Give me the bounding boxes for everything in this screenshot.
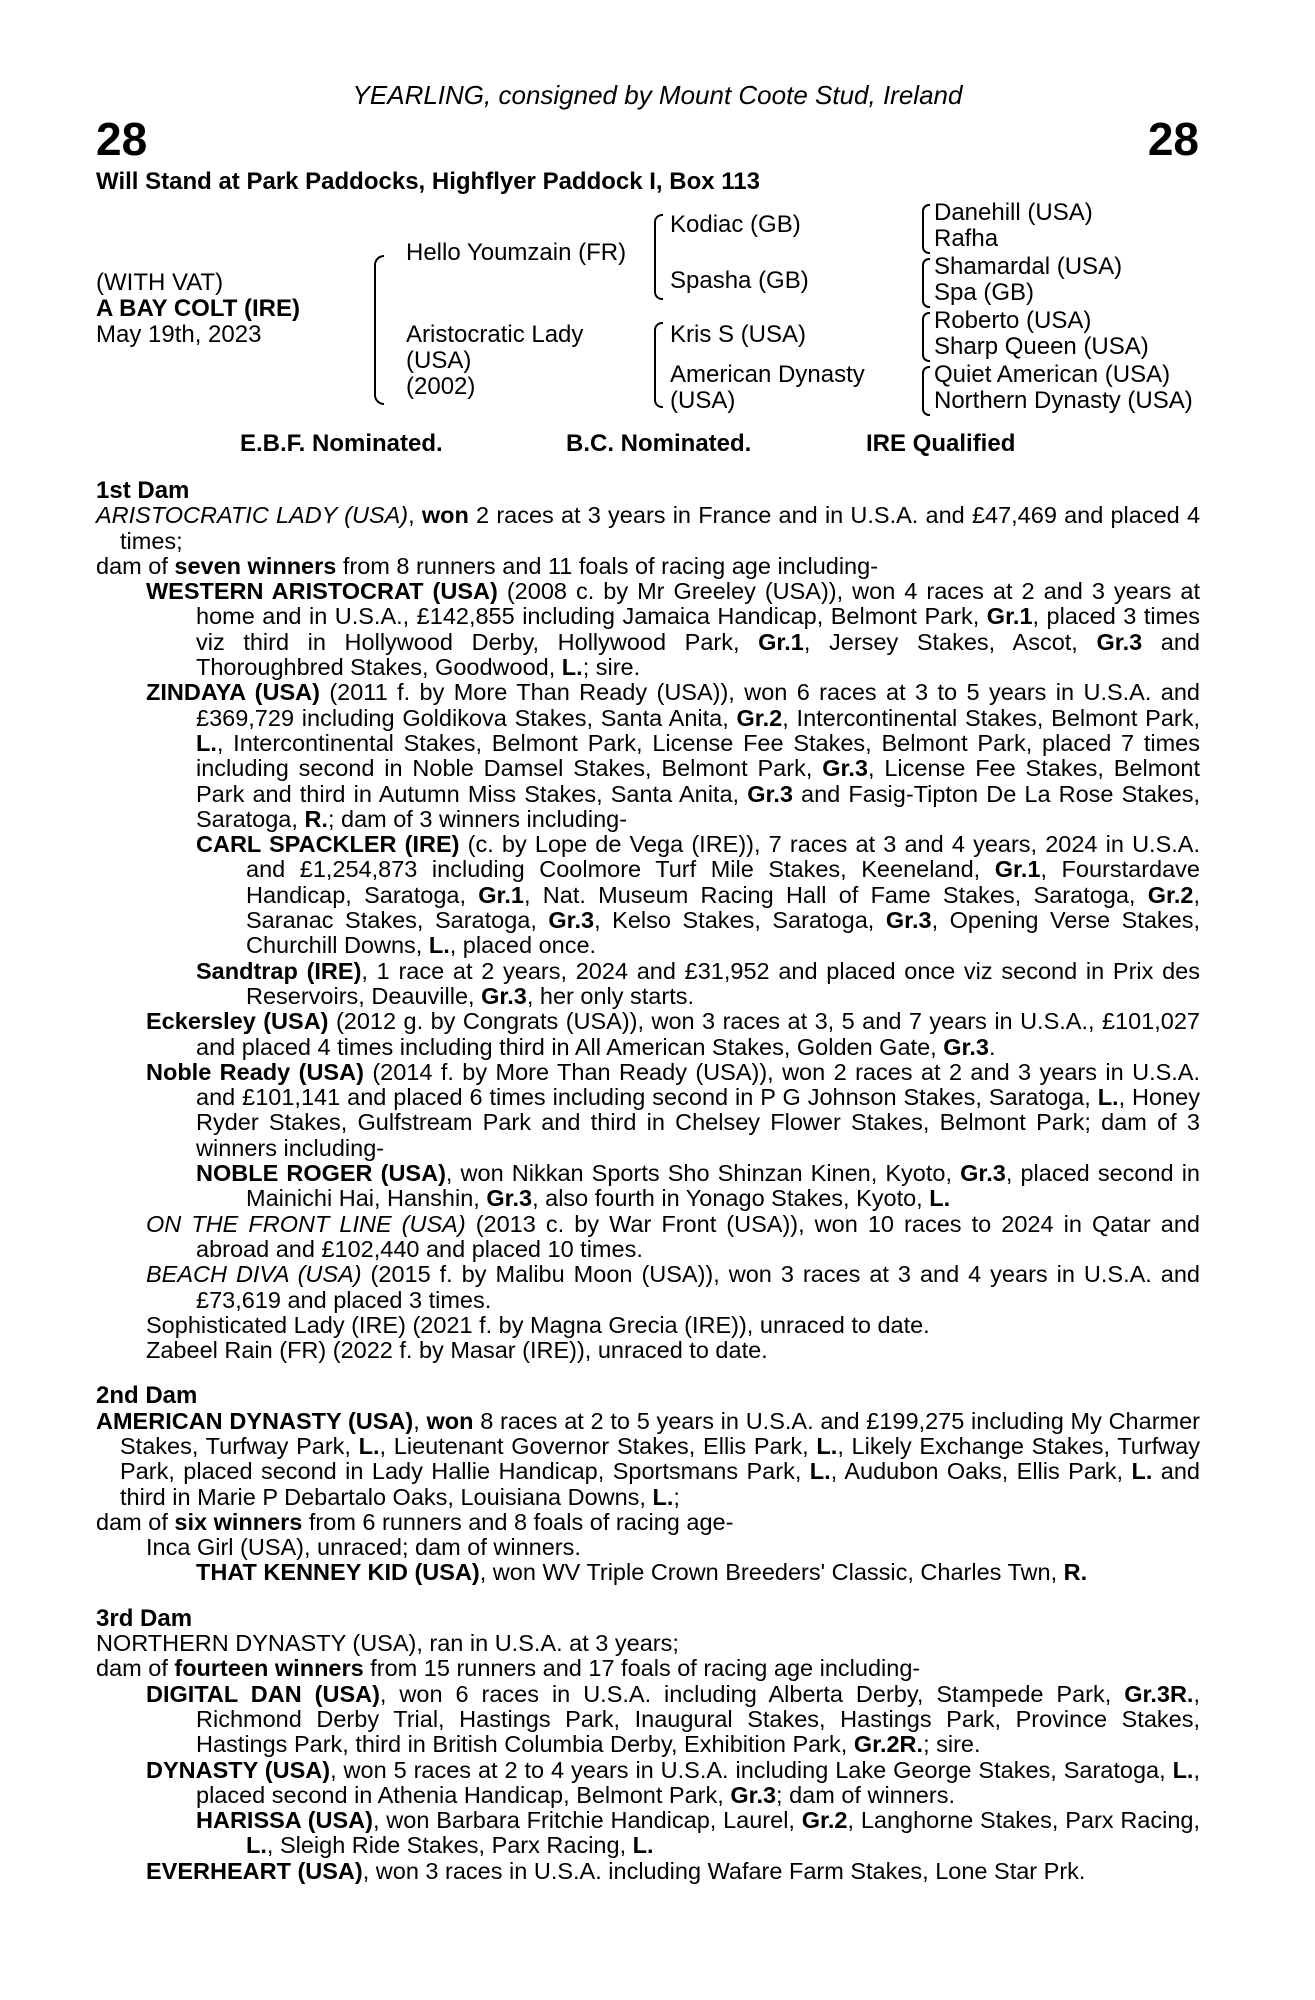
text-run: (2013 c. by War Front (USA)), won 10 races to 2024 in Qatar and abroad and £102,440 and placed 10 times. (196, 1210, 1200, 1262)
progeny-entry (96, 1859, 1200, 1884)
text-run: dam of (96, 1508, 175, 1535)
text-run: 2 races at 3 years in France and in U.S.A. and £47,469 and placed 4 times; (120, 502, 1201, 554)
gg-dam-4: Northern Dynasty (USA) (934, 387, 1193, 414)
brace-sd (922, 258, 930, 308)
text-run: (2015 f. by Malibu Moon (USA)), won 3 races at 3 and 4 years in U.S.A. and £73,619 and placed 3 times. (196, 1261, 1200, 1313)
text-run: from 6 runners and 8 foals of racing age- (302, 1508, 734, 1535)
progeny-entry (96, 1560, 1200, 1585)
progeny-entry (96, 1161, 1200, 1212)
lot-number-right: 28 (1147, 113, 1199, 165)
text-run: ; sire. (923, 1731, 981, 1758)
text-run: , won 3 races in U.S.A. including Wafare Farm Stakes, Lone Star Prk. (362, 1857, 1086, 1884)
text-run: Gr.2R. (853, 1731, 924, 1758)
dam-dam-line-2: (USA) (670, 387, 736, 414)
stand-location: Will Stand at Park Paddocks, Highflyer Paddock I, Box 113 (96, 168, 760, 195)
text-run: and Thoroughbred Stakes, Goodwood, (196, 628, 1200, 681)
progeny-entry (96, 1009, 1200, 1060)
progeny-list (96, 1682, 1200, 1884)
dam-line-3: (2002) (406, 373, 476, 400)
brace-dam (654, 322, 663, 408)
text-run: (c. by Lope de Vega (IRE)), 7 races at 3 and 4 years, 2024 in U.S.A. and £1,254,873 including Coolmore Turf Mile Stakes, Keeneland, (246, 831, 1200, 883)
gg-sire-2: Shamardal (USA) (934, 253, 1123, 280)
text-run: Gr.2 (801, 1807, 848, 1834)
section-heading: 3rd Dam (96, 1604, 193, 1632)
gg-sire-4: Quiet American (USA) (934, 361, 1171, 388)
text-run: AMERICAN DYNASTY (USA) (96, 1407, 414, 1434)
text-run: seven winners (174, 552, 337, 579)
text-run: ; dam of 3 winners including- (327, 805, 628, 832)
text-run: ; dam of winners. (776, 1781, 955, 1808)
text-run: WESTERN ARISTOCRAT (USA) (146, 578, 498, 605)
text-run: L. (652, 1483, 674, 1510)
text-run: Gr.3 (943, 1033, 989, 1060)
text-run: Gr.3 (747, 780, 793, 807)
text-run: Inca Girl (USA), unraced; dam of winners. (146, 1534, 581, 1561)
text-run: L. (632, 1832, 654, 1859)
vat-note: (WITH VAT) (96, 269, 224, 296)
text-run: Gr.2 (736, 704, 783, 731)
text-run: L. (246, 1832, 267, 1859)
text-run: R. (304, 805, 328, 832)
text-run: (2014 f. by More Than Ready (USA)), won 2 races at 2 and 3 years in U.S.A. and £101,141 and placed 6 times including second in P G Johnson Stakes, Saratoga, (196, 1058, 1201, 1111)
text-run: L. (358, 1432, 380, 1459)
text-run: Gr.1 (478, 881, 524, 908)
dam-line-2: (USA) (406, 347, 472, 374)
text-run: , Intercontinental Stakes, Belmont Park, License Fee Stakes, Belmont Park, placed 7 times including second in Noble Damsel Stakes, Belmont Park, (196, 729, 1200, 782)
text-run: , placed 3 times viz third in Hollywood Derby, Hollywood Park, (196, 603, 1200, 655)
text-run: , Opening Verse Stakes, Churchill Downs, (246, 907, 1200, 959)
text-run: , Saranac Stakes, Saratoga, (246, 881, 1200, 934)
text-run: (2008 c. by Mr Greeley (USA)), won 4 races at 2 and 3 years at home and in U.S.A., £142,855 including Jamaica Handicap, Belmont Park, (196, 578, 1200, 630)
text-run: EVERHEART (USA) (146, 1857, 363, 1884)
progeny-entry (96, 1313, 1200, 1338)
text-run: Sandtrap (IRE) (196, 957, 362, 984)
bc-nomination: B.C. Nominated. (566, 430, 752, 457)
text-run: L. (816, 1432, 838, 1459)
text-run: won (421, 502, 469, 529)
text-run: THAT KENNEY KID (USA) (196, 1559, 480, 1586)
text-run: DYNASTY (USA) (146, 1756, 331, 1783)
text-run: NORTHERN DYNASTY (USA), ran in U.S.A. at 3 years; (96, 1630, 679, 1657)
consignor-line: YEARLING, consigned by Mount Coote Stud, Ireland (352, 80, 963, 110)
text-run: NOBLE ROGER (USA) (196, 1160, 446, 1187)
text-run: CARL SPACKLER (IRE) (196, 831, 460, 858)
lot-number-left: 28 (96, 113, 148, 165)
text-run: , Lieutenant Governor Stakes, Ellis Park, (379, 1432, 817, 1459)
text-run: , (413, 1407, 427, 1434)
brace-horse (374, 255, 384, 405)
text-run: L. (929, 1185, 951, 1212)
text-run: , won 5 races at 2 to 4 years in U.S.A. including Lake George Stakes, Saratoga, (330, 1756, 1173, 1783)
text-run: , Honey Ryder Stakes, Gulfstream Park and third in Chelsey Flower Stakes, Belmont Park; dam of 3 winners including- (196, 1084, 1200, 1161)
progeny-entry (96, 1338, 1200, 1363)
horse-name: A BAY COLT (IRE) (96, 295, 301, 322)
text-run: from 8 runners and 11 foals of racing age including- (336, 552, 879, 579)
text-run: Gr.3 (730, 1781, 777, 1808)
text-run: Gr.1 (758, 628, 804, 655)
text-run: ZINDAYA (USA) (146, 679, 320, 706)
sire: Hello Youmzain (FR) (406, 239, 627, 266)
text-run: dam of (96, 1655, 175, 1682)
text-run: and third in Marie P Debartalo Oaks, Louisiana Downs, (120, 1458, 1200, 1510)
dam-summary (96, 1510, 1200, 1535)
brace-ds (922, 312, 930, 362)
text-run: Gr.3 (822, 755, 868, 782)
text-run: BEACH DIVA (USA) (146, 1261, 362, 1288)
text-run: Gr.3 (885, 907, 932, 934)
text-run: Gr.2 (1147, 881, 1194, 908)
gg-dam-3: Sharp Queen (USA) (934, 333, 1149, 360)
text-run: ARISTOCRATIC LADY (USA) (96, 502, 409, 529)
progeny-list (96, 579, 1200, 1363)
text-run: Gr.3 (486, 1185, 533, 1212)
text-run: won (426, 1407, 474, 1434)
text-run: from 15 runners and 17 foals of racing age including- (363, 1655, 921, 1682)
text-run: Gr.3 (1096, 628, 1143, 655)
text-run: , her only starts. (526, 982, 695, 1009)
ebf-nomination: E.B.F. Nominated. (240, 430, 443, 457)
text-run: DIGITAL DAN (USA) (146, 1680, 380, 1707)
text-run: , Intercontinental Stakes, Belmont Park, (782, 704, 1201, 731)
text-run: . (988, 1033, 996, 1060)
gg-sire-3: Roberto (USA) (934, 307, 1092, 334)
text-run: 8 races at 2 to 5 years in U.S.A. and £199,275 including My Charmer Stakes, Turfway Park, (120, 1407, 1200, 1459)
text-run: , Fourstardave Handicap, Saratoga, (246, 856, 1201, 908)
progeny-entry (96, 959, 1200, 1010)
progeny-entry (96, 1682, 1200, 1758)
progeny-entry (96, 832, 1200, 958)
text-run: , placed second in Athenia Handicap, Belmont Park, (196, 1756, 1200, 1808)
text-run: , 1 race at 2 years, 2024 and £31,952 and placed once viz second in Prix des Reservoirs, Deauville, (246, 957, 1200, 1009)
gg-dam-1: Rafha (934, 225, 999, 252)
sire-sire: Kodiac (GB) (670, 211, 801, 238)
progeny-entry (96, 1060, 1200, 1161)
text-run: (2011 f. by More Than Ready (USA)), won 6 races at 3 to 5 years in U.S.A. and £369,729 including Goldikova Stakes, Santa Anita, (196, 679, 1200, 731)
text-run: six winners (174, 1508, 303, 1535)
text-run: ; (673, 1483, 680, 1510)
dam-line-1: Aristocratic Lady (406, 321, 584, 348)
dam-summary (96, 554, 1200, 579)
progeny-entry (96, 1262, 1200, 1313)
progeny-entry (96, 1535, 1200, 1560)
progeny-entry (96, 1212, 1200, 1263)
gg-dam-2: Spa (GB) (934, 279, 1035, 306)
dam-record (96, 1409, 1200, 1510)
sire-dam: Spasha (GB) (670, 267, 809, 294)
text-run: , (408, 502, 422, 529)
text-run: , Richmond Derby Trial, Hastings Park, Inaugural Stakes, Hastings Park, Province Stakes, Hastings Park, third in British Columbia Derby, Exhibition Park, (196, 1680, 1200, 1758)
text-run: Gr.3 (481, 982, 527, 1009)
text-run: L. (1097, 1084, 1119, 1111)
text-run: , Langhorne Stakes, Parx Racing, (847, 1807, 1201, 1834)
text-run: and Fasig-Tipton De La Rose Stakes, Saratoga, (196, 780, 1200, 832)
text-run: , won Barbara Fritchie Handicap, Laurel, (372, 1807, 802, 1834)
text-run: , won WV Triple Crown Breeders' Classic, Charles Twn, (479, 1559, 1064, 1586)
text-run: Gr.3 (548, 907, 595, 934)
ire-qualification: IRE Qualified (866, 430, 1016, 457)
text-run: Sophisticated Lady (IRE) (2021 f. by Magna Grecia (IRE)), unraced to date. (146, 1311, 930, 1338)
brace-dd (922, 366, 930, 416)
text-run: , Kelso Stakes, Saratoga, (594, 907, 886, 934)
text-run: ; sire. (582, 654, 641, 681)
progeny-entry (96, 579, 1200, 680)
text-run: L. (428, 932, 450, 959)
text-run: Zabeel Rain (FR) (2022 f. by Masar (IRE)), unraced to date. (146, 1337, 768, 1364)
text-run: , Sleigh Ride Stakes, Parx Racing, (266, 1832, 633, 1859)
progeny-entry (96, 680, 1200, 832)
text-run: ON THE FRONT LINE (USA) (146, 1210, 466, 1237)
text-run: , placed once. (449, 932, 597, 959)
text-run: , Jersey Stakes, Ascot, (803, 628, 1097, 655)
progeny-entry (96, 1808, 1200, 1859)
dam-record (96, 1631, 1200, 1656)
text-run: Gr.3R. (1124, 1680, 1194, 1707)
produce-record (96, 478, 1200, 1884)
text-run: L. (1131, 1458, 1153, 1485)
text-run: (2012 g. by Congrats (USA)), won 3 races at 3, 5 and 7 years in U.S.A., £101,027 and placed 4 times including third in All American Stakes, Golden Gate, (196, 1008, 1200, 1060)
text-run: , won 6 races in U.S.A. including Alberta Derby, Stampede Park, (379, 1680, 1125, 1707)
text-run: Eckersley (USA) (146, 1008, 329, 1035)
text-run: HARISSA (USA) (196, 1807, 373, 1834)
text-run: dam of (96, 552, 175, 579)
dam-record (96, 503, 1200, 554)
text-run: L. (196, 729, 217, 756)
text-run: , placed second in Mainichi Hai, Hanshin, (246, 1160, 1200, 1212)
text-run: Gr.1 (994, 856, 1041, 883)
text-run: Noble Ready (USA) (146, 1058, 364, 1085)
progeny-list (96, 1535, 1200, 1586)
foaling-date: May 19th, 2023 (96, 321, 262, 348)
text-run: L. (1172, 1756, 1194, 1783)
gg-sire-1: Danehill (USA) (934, 199, 1093, 226)
section-heading: 1st Dam (96, 477, 190, 504)
progeny-entry (96, 1758, 1200, 1809)
text-run: Gr.1 (986, 603, 1033, 630)
text-run: R. (1063, 1559, 1088, 1586)
dam-summary (96, 1656, 1200, 1681)
text-run: L. (561, 654, 583, 681)
dam-sire: Kris S (USA) (670, 321, 807, 348)
text-run: Gr.3 (960, 1160, 1006, 1187)
text-run: , License Fee Stakes, Belmont Park and third in Autumn Miss Stakes, Santa Anita, (196, 755, 1200, 807)
dam-dam-line-1: American Dynasty (670, 361, 865, 388)
text-run: , also fourth in Yonago Stakes, Kyoto, (532, 1185, 930, 1212)
pedigree-table (96, 200, 1236, 420)
text-run: , won Nikkan Sports Sho Shinzan Kinen, Kyoto, (445, 1160, 961, 1187)
brace-sire (654, 214, 663, 300)
text-run: , Nat. Museum Racing Hall of Fame Stakes, Saratoga, (524, 881, 1148, 908)
text-run: , Likely Exchange Stakes, Turfway Park, placed second in Lady Hallie Handicap, Sportsmans Park, (120, 1432, 1200, 1485)
section-heading: 2nd Dam (96, 1382, 198, 1410)
text-run: fourteen winners (174, 1655, 364, 1682)
text-run: , Audubon Oaks, Ellis Park, (830, 1458, 1132, 1485)
brace-ss (922, 204, 930, 254)
text-run: L. (809, 1458, 831, 1485)
